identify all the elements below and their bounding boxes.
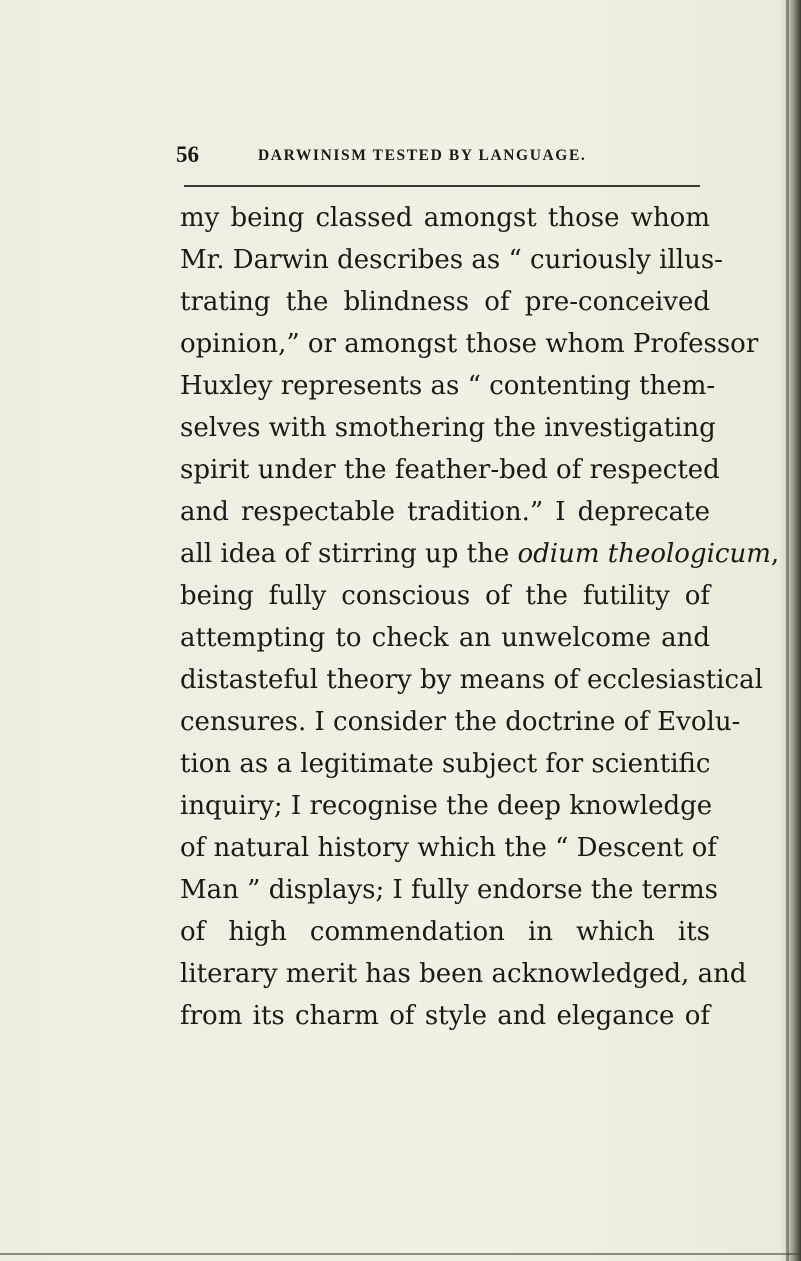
italic-phrase: odium theologicum [517, 539, 771, 569]
page-bottom-edge [0, 1253, 801, 1255]
text-line: trating the blindness of pre-conceived [180, 287, 710, 317]
text-line: my being classed amongst those whom [180, 203, 710, 233]
page-edge-shadow [779, 0, 801, 1261]
text-line: Mr. Darwin describes as “ curiously illus- [180, 245, 723, 275]
text-line: of natural history which the “ Descent of [180, 833, 717, 863]
text-line: and respectable tradition.” I deprecate [180, 497, 710, 527]
page-edge-line [786, 0, 789, 1261]
text-line: opinion,” or amongst those whom Professor [180, 329, 759, 359]
text-line: from its charm of style and elegance of [180, 1001, 710, 1031]
text-line: attempting to check an unwelcome and [180, 623, 710, 653]
text-line: selves with smothering the investigating [180, 413, 716, 443]
text-line: Man ” displays; I fully endorse the terms [180, 875, 718, 905]
text-line: inquiry; I recognise the deep knowledge [180, 791, 713, 821]
page-header [176, 142, 700, 168]
header-rule [184, 185, 700, 187]
text-line: Huxley represents as “ contenting them- [180, 371, 716, 401]
text-line: distasteful theory by means of ecclesiastical [180, 665, 763, 695]
text-line: spirit under the feather-bed of respected [180, 455, 720, 485]
text-line-with-italic [180, 533, 780, 575]
body-text [180, 197, 780, 1037]
text-line: of high commendation in which its [180, 917, 710, 947]
text-line: being fully conscious of the futility of [180, 581, 710, 611]
text-segment: all idea of stirring up the [180, 539, 510, 569]
running-title: DARWINISM TESTED BY LANGUAGE. [258, 147, 587, 164]
page-number: 56 [176, 142, 199, 167]
text-line: literary merit has been acknowledged, and [180, 959, 747, 989]
italic-phrase-suffix: , [770, 539, 780, 569]
text-line: tion as a legitimate subject for scientific [180, 749, 711, 779]
text-line: censures. I consider the doctrine of Evolu- [180, 707, 741, 737]
